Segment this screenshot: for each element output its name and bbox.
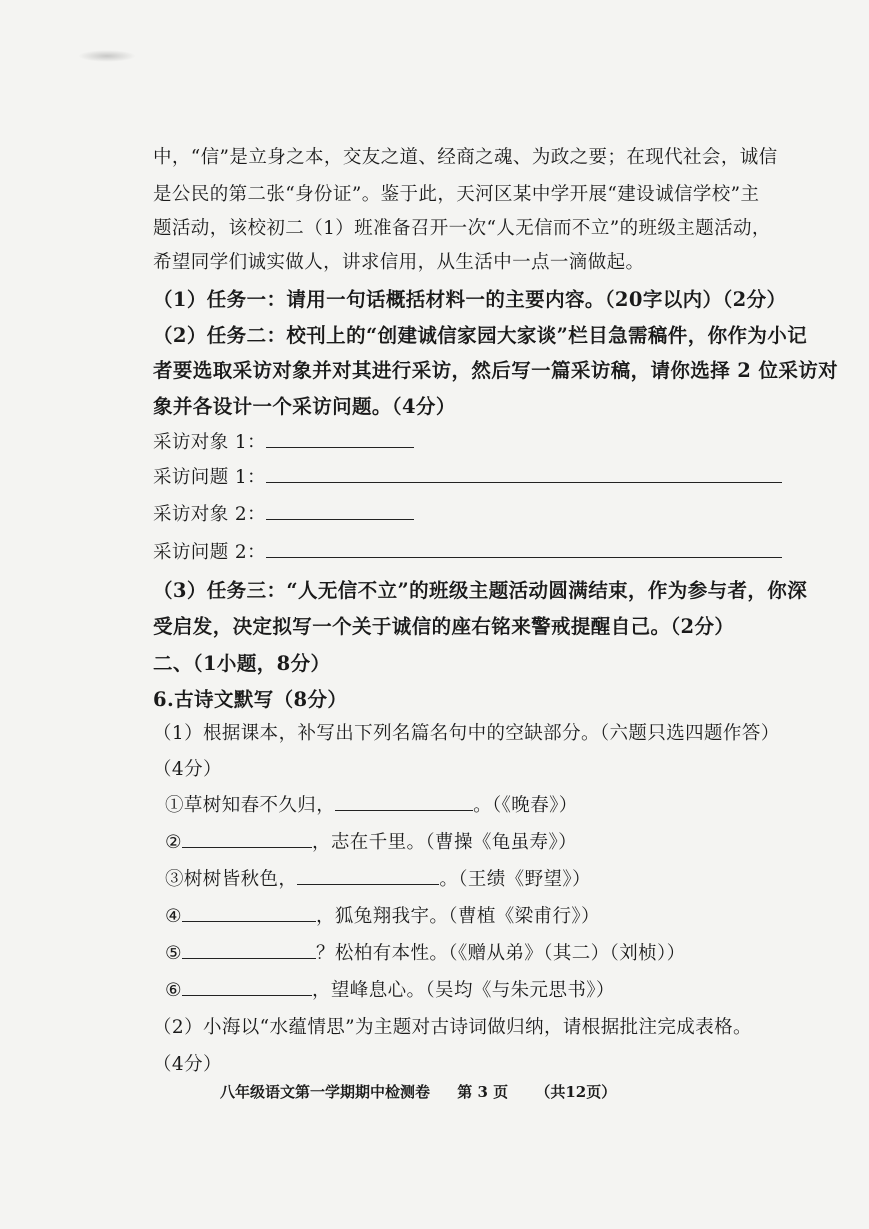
- question-2-row: [153, 538, 782, 564]
- intro-line-1: 中，“信”是立身之本，交友之道、经商之魂、为政之要；在现代社会，诚信: [153, 147, 778, 168]
- interviewee-1-blank[interactable]: [266, 429, 414, 448]
- question-1-blank[interactable]: [266, 464, 782, 483]
- q6-part2-line-1: （2）小海以“水蕴情思”为主题对古诗词做归纳，请根据批注完成表格。: [153, 1017, 752, 1038]
- poem-4-blank[interactable]: [182, 903, 316, 922]
- poem-2-number: ②: [165, 832, 182, 853]
- poem-3-blank[interactable]: [297, 866, 439, 885]
- poem-2-blank[interactable]: [182, 829, 312, 848]
- question-1-label: 采访问题 1：: [153, 467, 266, 488]
- interviewee-2-label: 采访对象 2：: [153, 504, 266, 525]
- question-2-blank[interactable]: [266, 539, 782, 558]
- poem-6-number: ⑥: [165, 980, 182, 1001]
- interviewee-2-blank[interactable]: [266, 501, 414, 520]
- poem-item-3: [165, 865, 591, 891]
- intro-line-4: 希望同学们诚实做人，讲求信用，从生活中一点一滴做起。: [153, 252, 645, 273]
- task-2-line-2: 者要选取采访对象并对其进行采访，然后写一篇采访稿，请你选择 2 位采访对: [153, 359, 839, 382]
- q6-part1-line-2: （4分）: [153, 759, 222, 780]
- poem-item-2: [165, 828, 577, 854]
- poem-1-source: 。（《晚春》）: [473, 795, 578, 816]
- task-3-line-1: （3）任务三：“人无信不立”的班级主题活动圆满结束，作为参与者，你深: [153, 579, 808, 602]
- poem-1-text: ①草树知春不久归，: [165, 795, 336, 816]
- poem-5-source: ？松柏有本性。（《赠从弟》（其二）（刘桢））: [316, 943, 686, 964]
- intro-line-3: 题活动，该校初二（1）班准备召开一次“人无信而不立”的班级主题活动，: [153, 218, 771, 239]
- poem-3-text: ③树树皆秋色，: [165, 869, 298, 890]
- poem-6-source: ，望峰息心。（吴均《与朱元思书》）: [312, 980, 615, 1001]
- poem-4-number: ④: [165, 906, 182, 927]
- scan-smudge: [78, 50, 136, 62]
- task-2-line-3: 象并各设计一个采访问题。（4分）: [153, 395, 456, 418]
- interviewee-2-row: [153, 500, 414, 526]
- q6-part2-line-2: （4分）: [153, 1054, 222, 1075]
- section-2-heading: 二、（1小题，8分）: [153, 652, 331, 675]
- interviewee-1-row: [153, 428, 414, 454]
- interviewee-1-label: 采访对象 1：: [153, 432, 266, 453]
- footer-page-number: 第 3 页: [457, 1083, 509, 1101]
- intro-line-2: 是公民的第二张“身份证”。鉴于此，天河区某中学开展“建设诚信学校”主: [153, 184, 760, 205]
- poem-item-5: [165, 939, 686, 965]
- poem-6-blank[interactable]: [182, 977, 312, 996]
- poem-4-source: ，狐兔翔我宇。（曹植《梁甫行》）: [316, 906, 600, 927]
- task-1: （1）任务一：请用一句话概括材料一的主要内容。（20字以内）（2分）: [153, 288, 787, 311]
- poem-item-1: [165, 791, 578, 817]
- task-2-line-1: （2）任务二：校刊上的“创建诚信家园大家谈”栏目急需稿件，你作为小记: [153, 324, 808, 347]
- question-1-row: [153, 463, 782, 489]
- poem-3-source: 。（王绩《野望》）: [439, 869, 591, 890]
- question-6-heading: 6.古诗文默写（8分）: [153, 688, 348, 711]
- q6-part1-line-1: （1）根据课本，补写出下列名篇名句中的空缺部分。（六题只选四题作答）: [153, 723, 780, 744]
- poem-item-6: [165, 976, 615, 1002]
- footer-title: 八年级语文第一学期期中检测卷: [220, 1083, 431, 1101]
- footer-total-pages: （共12页）: [535, 1083, 617, 1101]
- question-2-label: 采访问题 2：: [153, 542, 266, 563]
- page-footer: [220, 1081, 638, 1102]
- poem-item-4: [165, 902, 600, 928]
- poem-5-number: ⑤: [165, 943, 182, 964]
- poem-5-blank[interactable]: [182, 940, 316, 959]
- poem-1-blank[interactable]: [335, 792, 473, 811]
- task-3-line-2: 受启发，决定拟写一个关于诚信的座右铭来警戒提醒自己。（2分）: [153, 615, 735, 638]
- poem-2-source: ，志在千里。（曹操《龟虽寿》）: [312, 832, 578, 853]
